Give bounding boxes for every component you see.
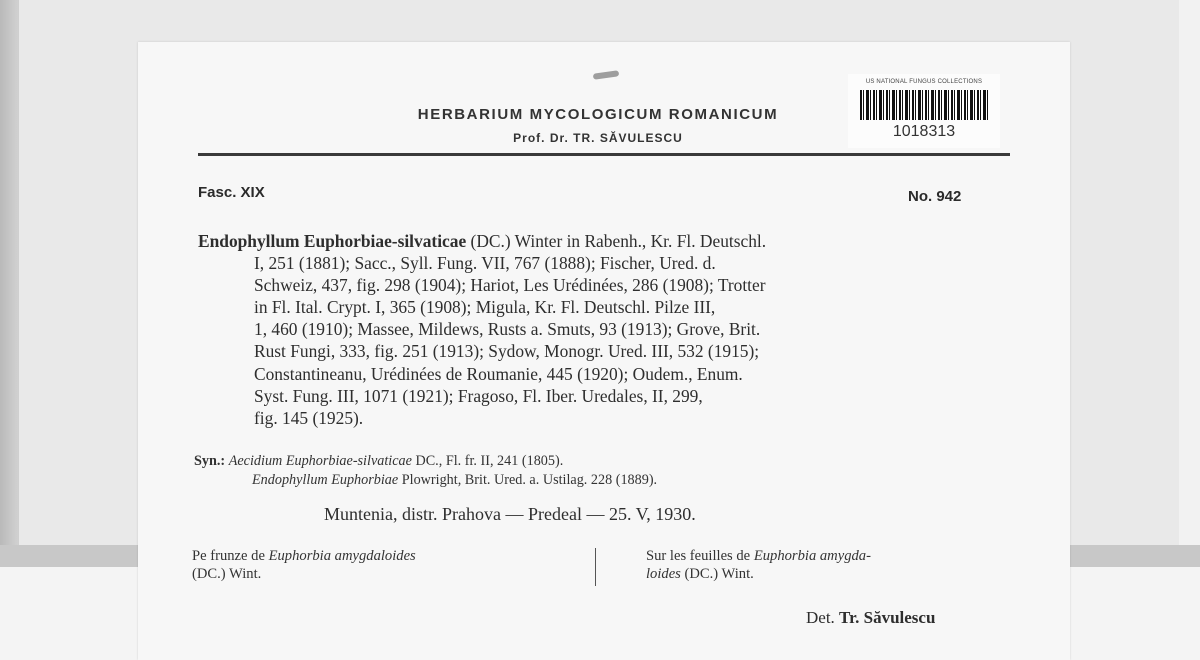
taxon-citation bbox=[198, 230, 1008, 429]
determiner bbox=[806, 608, 935, 628]
citation-line: fig. 145 (1925). bbox=[254, 407, 364, 428]
citation-line: in Fl. Ital. Crypt. I, 365 (1908); Migula, Kr. Fl. Deutschl. Pilze III, bbox=[254, 297, 716, 318]
synonym-ref: DC., Fl. fr. II, 241 (1805). bbox=[411, 453, 564, 469]
synonym-name: Aecidium Euphorbiae-silvaticae bbox=[228, 453, 412, 469]
host-line bbox=[646, 547, 1026, 565]
host-prefix: Pe frunze de bbox=[192, 548, 269, 564]
collection-locality: Muntenia, distr. Prahova — Predeal — 25. V, 1930. bbox=[324, 504, 696, 524]
host-name: Euphorbia amygda- bbox=[753, 548, 871, 564]
citation-line bbox=[198, 230, 1008, 252]
synonym-line bbox=[194, 452, 954, 471]
host-name: Euphorbia amygdaloides bbox=[268, 548, 416, 564]
specimen-number: No. 942 bbox=[908, 188, 962, 205]
synonym-label: Syn.: bbox=[194, 453, 226, 469]
ink-smudge bbox=[593, 70, 620, 80]
species-name: Endophyllum Euphorbiae-silvaticae bbox=[198, 231, 467, 251]
citation-line: I, 251 (1881); Sacc., Syll. Fung. VII, 767 (1888); Fischer, Ured. d. bbox=[254, 253, 716, 274]
citation-line: 1, 460 (1910); Massee, Mildews, Rusts a. Smuts, 93 (1913); Grove, Brit. bbox=[254, 319, 761, 340]
citation-line-text: (DC.) Winter in Rabenh., Kr. Fl. Deutschl. bbox=[470, 231, 767, 251]
synonym-name: Endophyllum Euphorbiae bbox=[252, 472, 399, 488]
host-divider bbox=[595, 548, 596, 586]
determiner-prefix: Det. bbox=[806, 608, 840, 627]
citation-line: Constantineanu, Urédinées de Roumanie, 445 (1920); Oudem., Enum. bbox=[254, 363, 743, 384]
synonyms bbox=[194, 452, 954, 490]
host-line: (DC.) Wint. bbox=[192, 566, 262, 582]
header-rule bbox=[198, 153, 1010, 156]
host-line bbox=[646, 565, 1026, 583]
herbarium-label bbox=[138, 42, 1070, 660]
host-line bbox=[192, 547, 582, 565]
host-romanian bbox=[192, 547, 582, 583]
host-prefix: Sur les feuilles de bbox=[646, 548, 754, 564]
fascicle-number: Fasc. XIX bbox=[198, 184, 265, 201]
host-name: loides bbox=[646, 566, 681, 582]
barcode-institution: US NATIONAL FUNGUS COLLECTIONS bbox=[865, 79, 983, 85]
synonym-line bbox=[194, 471, 954, 490]
citation-line: Syst. Fung. III, 1071 (1921); Fragoso, Fl. Iber. Uredales, II, 299, bbox=[254, 385, 703, 406]
herbarium-title: HERBARIUM MYCOLOGICUM ROMANICUM bbox=[417, 106, 779, 123]
herbarium-curator: Prof. Dr. TR. SĂVULESCU bbox=[513, 131, 683, 145]
synonym-ref: Plowright, Brit. Ured. a. Ustilag. 228 (1889). bbox=[398, 472, 658, 488]
citation-line: Rust Fungi, 333, fig. 251 (1913); Sydow, Monogr. Ured. III, 532 (1915); bbox=[254, 341, 760, 362]
barcode-label bbox=[848, 74, 1000, 148]
host-author: (DC.) Wint. bbox=[680, 566, 754, 582]
barcode-number: 1018313 bbox=[892, 123, 956, 140]
barcode-icon bbox=[860, 90, 990, 120]
citation-line: Schweiz, 437, fig. 298 (1904); Hariot, Les Urédinées, 286 (1908); Trotter bbox=[254, 275, 766, 296]
host-french bbox=[646, 547, 1026, 583]
determiner-name: Tr. Săvulescu bbox=[839, 608, 936, 627]
